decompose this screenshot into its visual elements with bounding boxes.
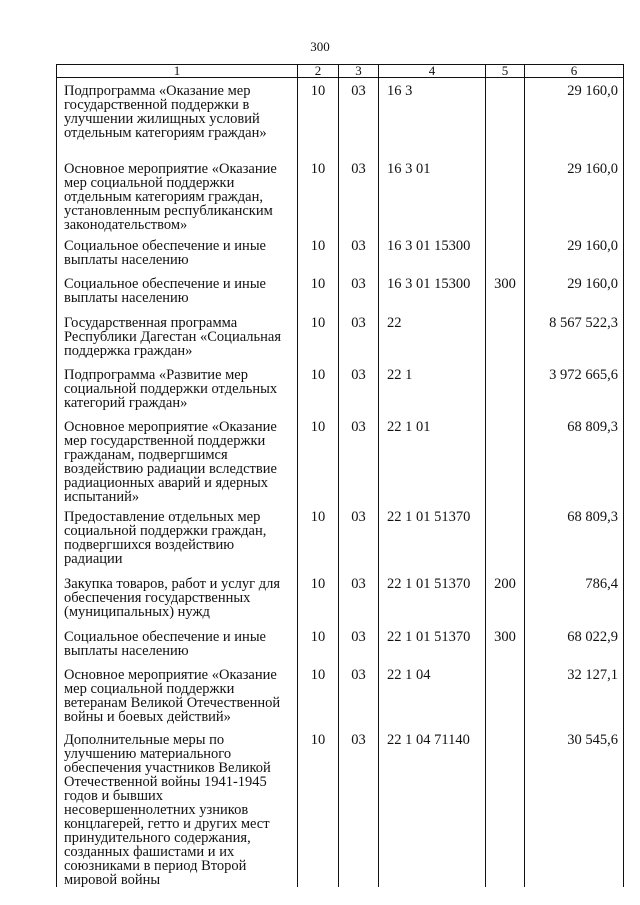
row-target-code: 16 3 01 15300 <box>379 271 486 310</box>
table-row <box>57 727 624 887</box>
row-expense-type <box>486 78 525 156</box>
row-subsection: 03 <box>339 571 379 624</box>
row-target-code: 16 3 01 <box>379 156 486 233</box>
table-row <box>57 233 624 271</box>
row-section: 10 <box>298 504 339 571</box>
table-row <box>57 414 624 504</box>
row-target-code: 22 1 01 51370 <box>379 571 486 624</box>
column-header-1: 1 <box>57 65 298 78</box>
row-name: Социальное обеспечение и иные выплаты населению <box>57 233 298 271</box>
row-subsection: 03 <box>339 78 379 156</box>
row-subsection: 03 <box>339 624 379 662</box>
row-subsection: 03 <box>339 414 379 504</box>
header-row <box>57 65 624 78</box>
row-name: Основное мероприятие «Оказание мер социальной поддержки отдельным категориям граждан, установленным республиканским законодательством» <box>57 156 298 233</box>
row-subsection: 03 <box>339 727 379 887</box>
row-target-code: 22 1 01 51370 <box>379 624 486 662</box>
row-expense-type <box>486 414 525 504</box>
table-row <box>57 362 624 414</box>
row-target-code: 22 1 <box>379 362 486 414</box>
row-amount: 68 022,9 <box>525 624 624 662</box>
table-row <box>57 504 624 571</box>
column-header-4: 4 <box>379 65 486 78</box>
row-name: Подпрограмма «Оказание мер государственной поддержки в улучшении жилищных условий отдельным категориям граждан» <box>57 78 298 156</box>
row-section: 10 <box>298 362 339 414</box>
table-row <box>57 78 624 156</box>
row-subsection: 03 <box>339 362 379 414</box>
row-section: 10 <box>298 233 339 271</box>
row-name: Предоставление отдельных мер социальной поддержки граждан, подвергшихся воздействию радиации <box>57 504 298 571</box>
row-expense-type: 200 <box>486 571 525 624</box>
row-subsection: 03 <box>339 271 379 310</box>
table-row <box>57 571 624 624</box>
row-amount: 29 160,0 <box>525 271 624 310</box>
row-section: 10 <box>298 662 339 727</box>
row-section: 10 <box>298 624 339 662</box>
row-name: Закупка товаров, работ и услуг для обеспечения государственных (муниципальных) нужд <box>57 571 298 624</box>
column-header-6: 6 <box>525 65 624 78</box>
row-subsection: 03 <box>339 233 379 271</box>
row-expense-type <box>486 504 525 571</box>
row-expense-type <box>486 156 525 233</box>
row-section: 10 <box>298 727 339 887</box>
row-target-code: 16 3 <box>379 78 486 156</box>
row-amount: 29 160,0 <box>525 78 624 156</box>
row-amount: 68 809,3 <box>525 504 624 571</box>
row-name: Подпрограмма «Развитие мер социальной поддержки отдельных категорий граждан» <box>57 362 298 414</box>
row-amount: 29 160,0 <box>525 233 624 271</box>
row-subsection: 03 <box>339 662 379 727</box>
page-number: 300 <box>310 39 330 54</box>
row-section: 10 <box>298 310 339 362</box>
row-target-code: 22 1 01 <box>379 414 486 504</box>
row-name: Социальное обеспечение и иные выплаты населению <box>57 271 298 310</box>
row-expense-type <box>486 310 525 362</box>
row-subsection: 03 <box>339 310 379 362</box>
table-row <box>57 156 624 233</box>
row-section: 10 <box>298 414 339 504</box>
row-target-code: 22 1 01 51370 <box>379 504 486 571</box>
column-header-2: 2 <box>298 65 339 78</box>
budget-table <box>56 64 624 887</box>
row-name: Государственная программа Республики Дагестан «Социальная поддержка граждан» <box>57 310 298 362</box>
row-expense-type: 300 <box>486 271 525 310</box>
row-target-code: 22 1 04 71140 <box>379 727 486 887</box>
row-section: 10 <box>298 156 339 233</box>
row-amount: 68 809,3 <box>525 414 624 504</box>
row-expense-type: 300 <box>486 624 525 662</box>
row-amount: 30 545,6 <box>525 727 624 887</box>
table-row <box>57 271 624 310</box>
row-target-code: 16 3 01 15300 <box>379 233 486 271</box>
column-header-5: 5 <box>486 65 525 78</box>
row-expense-type <box>486 233 525 271</box>
table-row <box>57 310 624 362</box>
row-target-code: 22 1 04 <box>379 662 486 727</box>
column-header-3: 3 <box>339 65 379 78</box>
table-row <box>57 662 624 727</box>
row-section: 10 <box>298 78 339 156</box>
row-expense-type <box>486 662 525 727</box>
row-name: Основное мероприятие «Оказание мер государственной поддержки гражданам, подвергшимся воздействию радиации вследствие радиационных аварий и ядерных испытаний» <box>57 414 298 504</box>
row-subsection: 03 <box>339 156 379 233</box>
row-amount: 29 160,0 <box>525 156 624 233</box>
row-amount: 3 972 665,6 <box>525 362 624 414</box>
row-section: 10 <box>298 271 339 310</box>
row-expense-type <box>486 727 525 887</box>
row-amount: 786,4 <box>525 571 624 624</box>
row-amount: 8 567 522,3 <box>525 310 624 362</box>
row-expense-type <box>486 362 525 414</box>
row-section: 10 <box>298 571 339 624</box>
row-name: Дополнительные меры по улучшению материального обеспечения участников Великой Отечественной войны 1941-1945 годов и бывших несовершеннолетних узников концлагерей, гетто и других мест принудительного содержания, созданных фашистами и их союзниками в период Второй мировой войны <box>57 727 298 887</box>
row-name: Основное мероприятие «Оказание мер социальной поддержки ветеранам Великой Отечественной войны и боевых действий» <box>57 662 298 727</box>
row-amount: 32 127,1 <box>525 662 624 727</box>
table-row <box>57 624 624 662</box>
row-target-code: 22 <box>379 310 486 362</box>
row-subsection: 03 <box>339 504 379 571</box>
row-name: Социальное обеспечение и иные выплаты населению <box>57 624 298 662</box>
